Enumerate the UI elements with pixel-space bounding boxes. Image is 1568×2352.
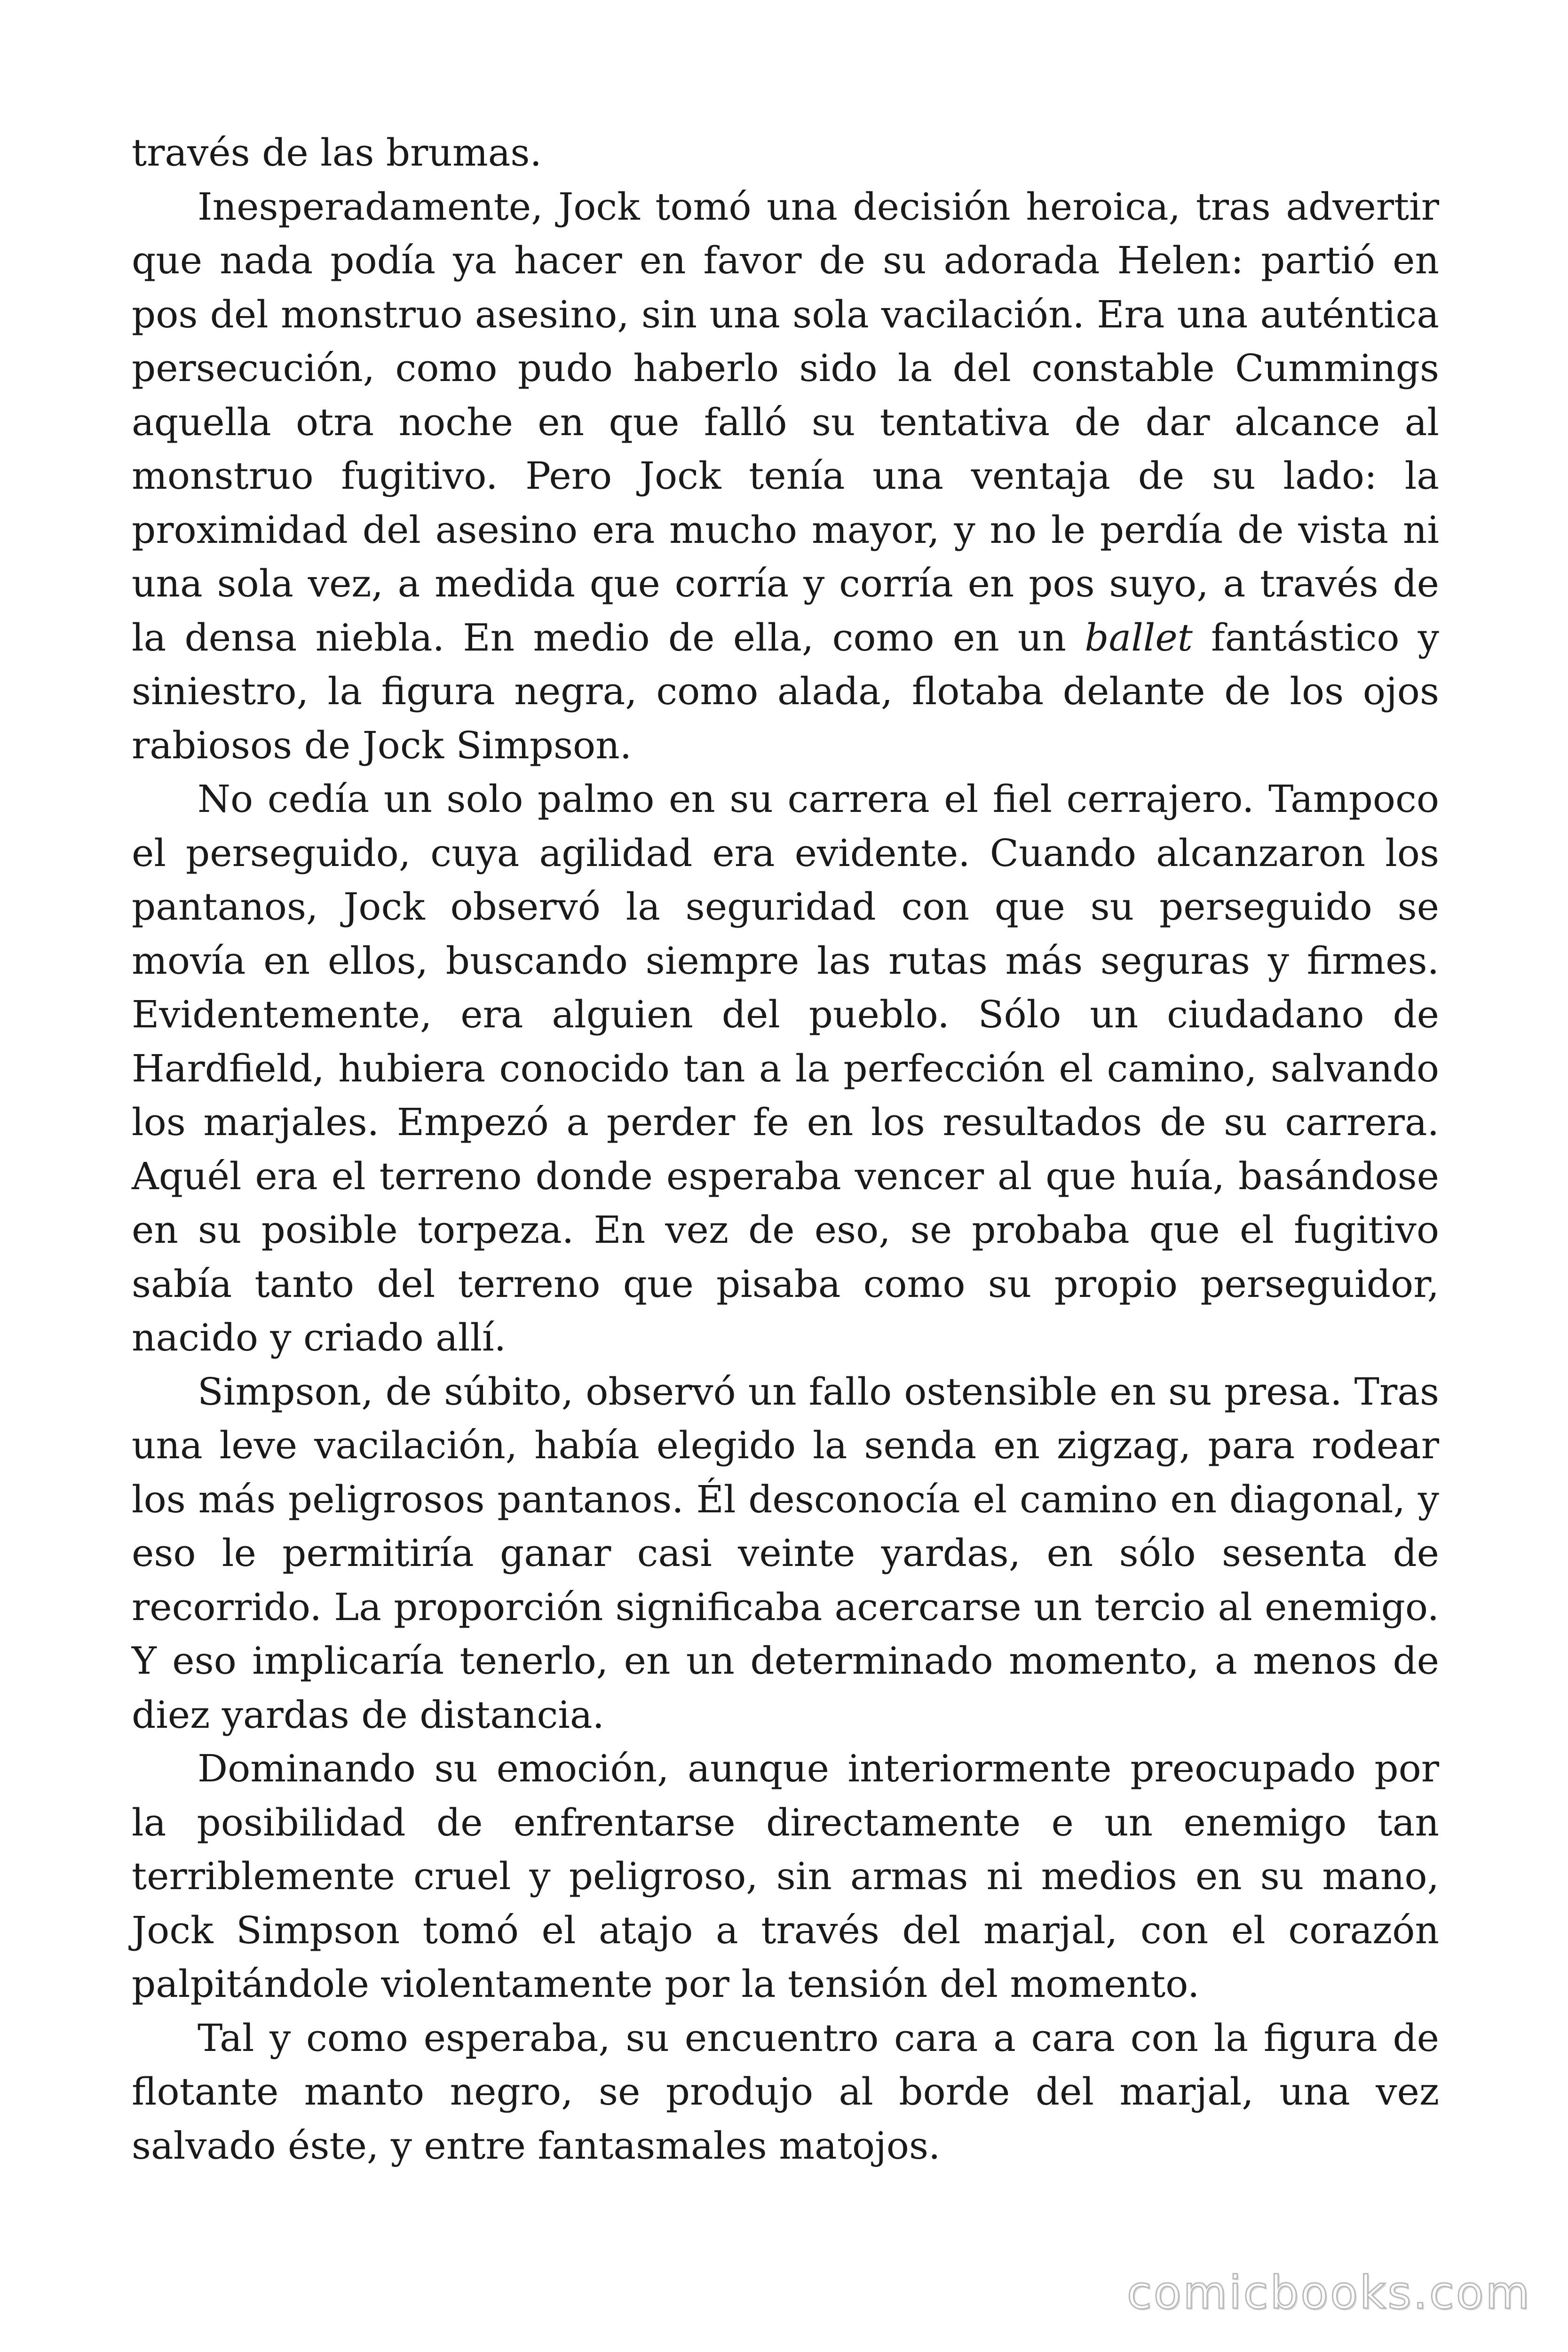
paragraph-1-text: través de las brumas. — [132, 131, 542, 175]
paragraph-5-text: Dominando su emoción, aunque interiormente preocupado por la posibilidad de enfrentarse directamente e un enemigo tan terriblemente cruel y peligroso, sin armas ni medios en su mano, Jock Simpson tomó el atajo a través del marjal, con el corazón palpitándole violentamente por la tensión del momento. — [132, 1747, 1439, 2006]
watermark: comicbooks.com — [1126, 2266, 1531, 2319]
paragraph-6-text: Tal y como esperaba, su encuentro cara a cara con la figura de flotante manto negro, se produjo al borde del marjal, una vez salvado éste, y entre fantasmales matojos. — [132, 2016, 1439, 2168]
paragraph-2 — [132, 180, 1439, 773]
paragraph-2-text-end: fantástico y siniestro, la figura negra, como alada, flotaba delante de los ojos rabiosos de Jock Simpson. — [132, 615, 1440, 767]
paragraph-3 — [132, 772, 1439, 1365]
paragraph-6 — [132, 2011, 1439, 2173]
paragraph-4-text: Simpson, de súbito, observó un fallo ostensible en su presa. Tras una leve vacilación, había elegido la senda en zigzag, para rodear los más peligrosos pantanos. Él desconocía el camino en diagonal, y eso le permitiría ganar casi veinte yardas, en sólo sesenta de recorrido. La proporción significaba acercarse un tercio al enemigo. Y eso implicaría tenerlo, en un determinado momento, a menos de diez yardas de distancia. — [132, 1369, 1439, 1737]
paragraph-2-text-start: Inesperadamente, Jock tomó una decisión heroica, tras advertir que nada podía ya hacer en favor de su adorada Helen: partió en pos del monstruo asesino, sin una sola vacilación. Era una auténtica persecución, como pudo haberlo sido la del constable Cummings aquella otra noche en que falló su tentativa de dar alcance al monstruo fugitivo. Pero Jock tenía una ventaja de su lado: la proximidad del asesino era mucho mayor, y no le perdía de vista ni una sola vez, a medida que corría y corría en pos suyo, a través de la densa niebla. En medio de ella, como en un — [132, 184, 1439, 660]
paragraph-4 — [132, 1365, 1439, 1742]
paragraph-2-italic-word: ballet — [1085, 615, 1193, 660]
paragraph-3-text: No cedía un solo palmo en su carrera el fiel cerrajero. Tampoco el perseguido, cuya agilidad era evidente. Cuando alcanzaron los pantanos, Jock observó la seguridad con que su perseguido se movía en ellos, buscando siempre las rutas más seguras y firmes. Evidentemente, era alguien del pueblo. Sólo un ciudadano de Hardfield, hubiera conocido tan a la perfección el camino, salvando los marjales. Empezó a perder fe en los resultados de su carrera. Aquél era el terreno donde esperaba vencer al que huía, basándose en su posible torpeza. En vez de eso, se probaba que el fugitivo sabía tanto del terreno que pisaba como su propio perseguidor, nacido y criado allí. — [132, 777, 1439, 1359]
page-body — [132, 126, 1439, 2173]
paragraph-1 — [132, 126, 1439, 180]
paragraph-5 — [132, 1742, 1439, 2011]
